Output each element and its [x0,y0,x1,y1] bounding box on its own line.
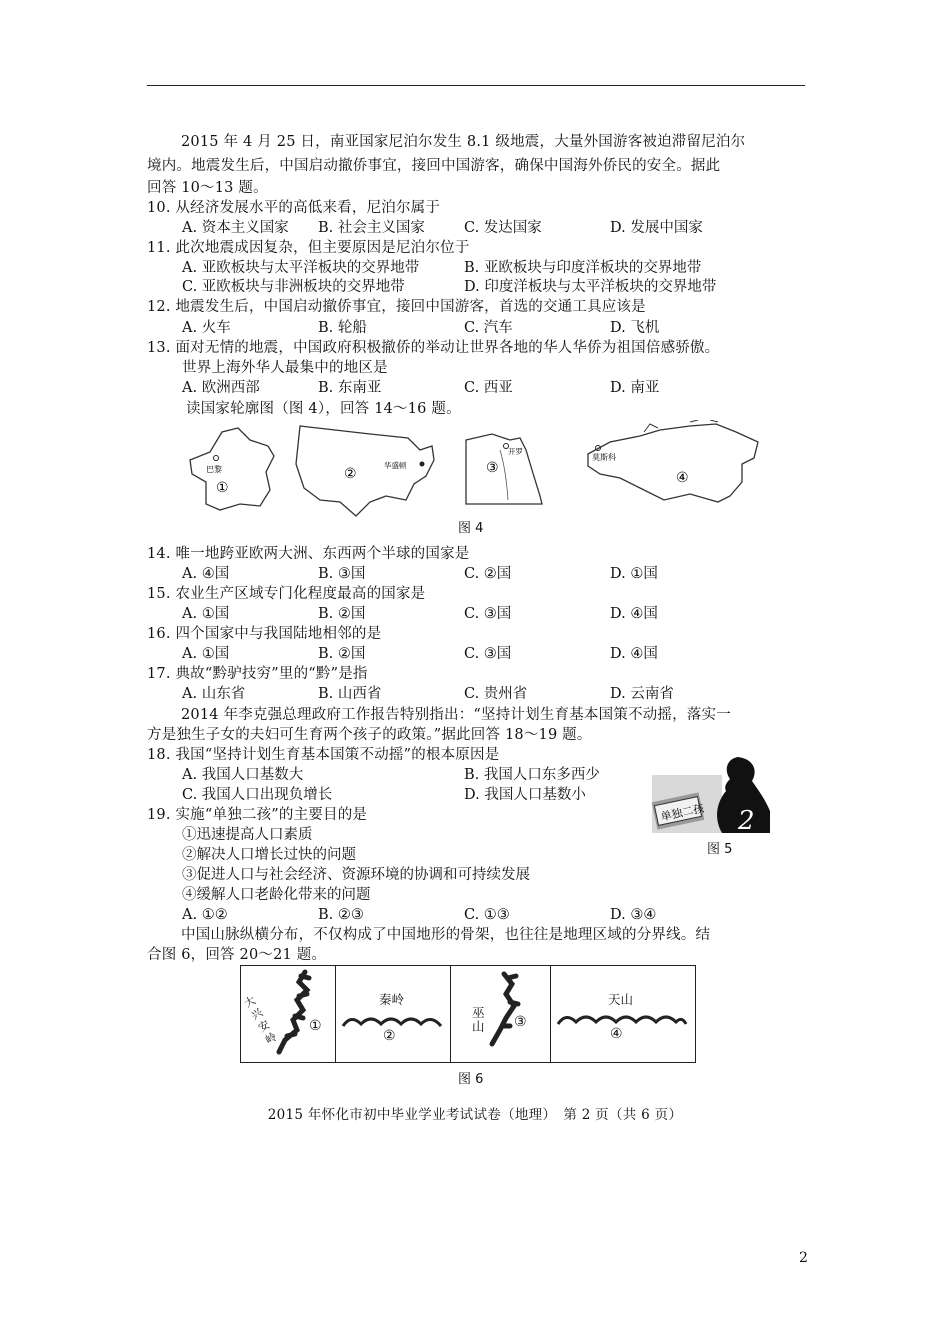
intro-paragraph-line: 方是独生子女的夫妇可生育两个孩子的政策。”据此回答 18～19 题。 [147,727,592,743]
city-label: 莫斯科 [592,453,616,462]
mountain-cell-1 [241,966,336,1062]
option-d[interactable]: D. ③④ [610,907,657,923]
option-d[interactable]: D. 飞机 [610,320,660,336]
mountain-number: ① [309,1018,322,1034]
map-number: ④ [676,470,689,486]
question-12: 12. 地震发生后，中国启动撤侨事宜，接回中国游客，首选的交通工具应该是 [147,299,646,315]
option-a[interactable]: A. 亚欧板块与太平洋板块的交界地带 [182,260,420,276]
option-c[interactable]: C. ③国 [464,606,512,622]
intro-paragraph-line: 境内。地震发生后，中国启动撤侨事宜，接回中国游客，确保中国海外侨民的安全。据此 [147,158,721,174]
question-11: 11. 此次地震成因复杂，但主要原因是尼泊尔位于 [147,240,470,256]
city-label: 开罗 [508,447,523,456]
mountain-name: 秦岭 [379,992,405,1007]
mountain-number: ④ [610,1026,623,1042]
question-14: 14. 唯一地跨亚欧两大洲、东西两个半球的国家是 [147,546,470,562]
mountain-range-symbol [450,966,550,1062]
map-usa [296,426,434,516]
option-b[interactable]: B. ②国 [318,606,366,622]
question-16: 16. 四个国家中与我国陆地相邻的是 [147,626,382,642]
option-d[interactable]: D. 我国人口基数小 [464,787,586,803]
option-a[interactable]: A. 我国人口基数大 [182,767,304,783]
mountain-number: ② [383,1028,396,1044]
map-egypt [466,434,542,504]
option-c[interactable]: C. 西亚 [464,380,513,396]
mountain-name: 大兴安岭 [241,993,279,1047]
stamp-text: 单独二孩 [659,801,706,824]
option-c[interactable]: C. 发达国家 [464,220,542,236]
option-c[interactable]: C. 我国人口出现负增长 [182,787,333,803]
option-b[interactable]: B. ②③ [318,907,364,923]
option-b[interactable]: B. 山西省 [318,686,382,702]
intro-figure-4: 读国家轮廓图（图 4），回答 14～16 题。 [186,401,461,417]
option-d[interactable]: D. 印度洋板块与太平洋板块的交界地带 [464,279,717,295]
question-17: 17. 典故“黔驴技穷”里的“黔”是指 [147,666,368,682]
option-b[interactable]: B. 我国人口东多西少 [464,767,600,783]
intro-paragraph-line: 合图 6，回答 20～21 题。 [147,947,327,963]
figure-4-maps [170,420,770,520]
statement-item: ③促进人口与社会经济、资源环境的协调和可持续发展 [182,867,530,883]
page-footer: 2015 年怀化市初中毕业学业考试试卷（地理） 第 2 页（共 6 页） [267,1107,683,1123]
map-russia [588,420,758,502]
pregnant-silhouette-digit: 2 [738,806,755,836]
option-a[interactable]: A. 火车 [182,320,231,336]
figure-6-mountain-table [240,965,696,1063]
map-number: ③ [486,460,499,476]
statement-item: ④缓解人口老龄化带来的问题 [182,887,371,903]
mountain-name: 天山 [608,992,634,1007]
header-rule [147,85,805,86]
option-b[interactable]: B. 亚欧板块与印度洋板块的交界地带 [464,260,702,276]
option-d[interactable]: D. ①国 [610,566,658,582]
question-13-stem-continued: 世界上海外华人最集中的地区是 [182,360,388,376]
page-number: 2 [799,1250,808,1266]
option-a[interactable]: A. ④国 [182,566,230,582]
statement-item: ①迅速提高人口素质 [182,827,313,843]
figure-6-caption: 图 6 [458,1072,484,1087]
option-a[interactable]: A. ①② [182,907,228,923]
question-13: 13. 面对无情的地震，中国政府积极撤侨的举动让世界各地的华人华侨为祖国倍感骄傲。 [147,340,720,356]
figure-5-caption: 图 5 [707,842,733,857]
option-b[interactable]: B. 轮船 [318,320,367,336]
option-c[interactable]: C. 亚欧板块与非洲板块的交界地带 [182,279,405,295]
option-d[interactable]: D. 云南省 [610,686,674,702]
mountain-cell-4 [550,966,695,1062]
city-label: 巴黎 [206,465,222,474]
mountain-cell-2 [335,966,451,1062]
question-10: 10. 从经济发展水平的高低来看，尼泊尔属于 [147,200,441,216]
intro-paragraph-line: 2014 年李克强总理政府工作报告特别指出：“坚持计划生育基本国策不动摇，落实一 [181,707,731,723]
map-number: ② [344,466,357,482]
option-c[interactable]: C. ③国 [464,646,512,662]
option-b[interactable]: B. 社会主义国家 [318,220,425,236]
option-a[interactable]: A. 资本主义国家 [182,220,289,236]
map-france [190,428,274,510]
option-c[interactable]: C. 汽车 [464,320,513,336]
mountain-name: 巫山 [472,1005,485,1034]
option-d[interactable]: D. ④国 [610,606,658,622]
option-c[interactable]: C. 贵州省 [464,686,528,702]
mountain-range-symbol [341,1010,456,1040]
option-b[interactable]: B. ②国 [318,646,366,662]
option-d[interactable]: D. 发展中国家 [610,220,703,236]
option-d[interactable]: D. ④国 [610,646,658,662]
mountain-cell-3 [450,966,551,1062]
option-a[interactable]: A. 山东省 [182,686,246,702]
mountain-range-symbol [556,1008,696,1038]
intro-paragraph-line: 2015 年 4 月 25 日，南亚国家尼泊尔发生 8.1 级地震，大量外国游客被迫滞留尼泊尔 [181,134,746,150]
option-b[interactable]: B. 东南亚 [318,380,382,396]
option-a[interactable]: A. 欧洲西部 [182,380,260,396]
map-number: ① [216,480,229,496]
option-d[interactable]: D. 南亚 [610,380,660,396]
option-c[interactable]: C. ①③ [464,907,510,923]
option-b[interactable]: B. ③国 [318,566,366,582]
figure-5-image [652,757,772,837]
statement-item: ②解决人口增长过快的问题 [182,847,356,863]
intro-paragraph-line: 回答 10～13 题。 [147,180,268,196]
question-19: 19. 实施“单独二孩”的主要目的是 [147,807,368,823]
intro-paragraph-line: 中国山脉纵横分布，不仅构成了中国地形的骨架，也往往是地理区域的分界线。结 [181,927,711,943]
question-18: 18. 我国“坚持计划生育基本国策不动摇”的根本原因是 [147,747,500,763]
figure-4-caption: 图 4 [458,521,484,536]
city-label: 华盛顿 [384,461,407,470]
option-a[interactable]: A. ①国 [182,606,230,622]
mountain-number: ③ [514,1014,527,1030]
question-15: 15. 农业生产区域专门化程度最高的国家是 [147,586,426,602]
option-a[interactable]: A. ①国 [182,646,230,662]
option-c[interactable]: C. ②国 [464,566,512,582]
